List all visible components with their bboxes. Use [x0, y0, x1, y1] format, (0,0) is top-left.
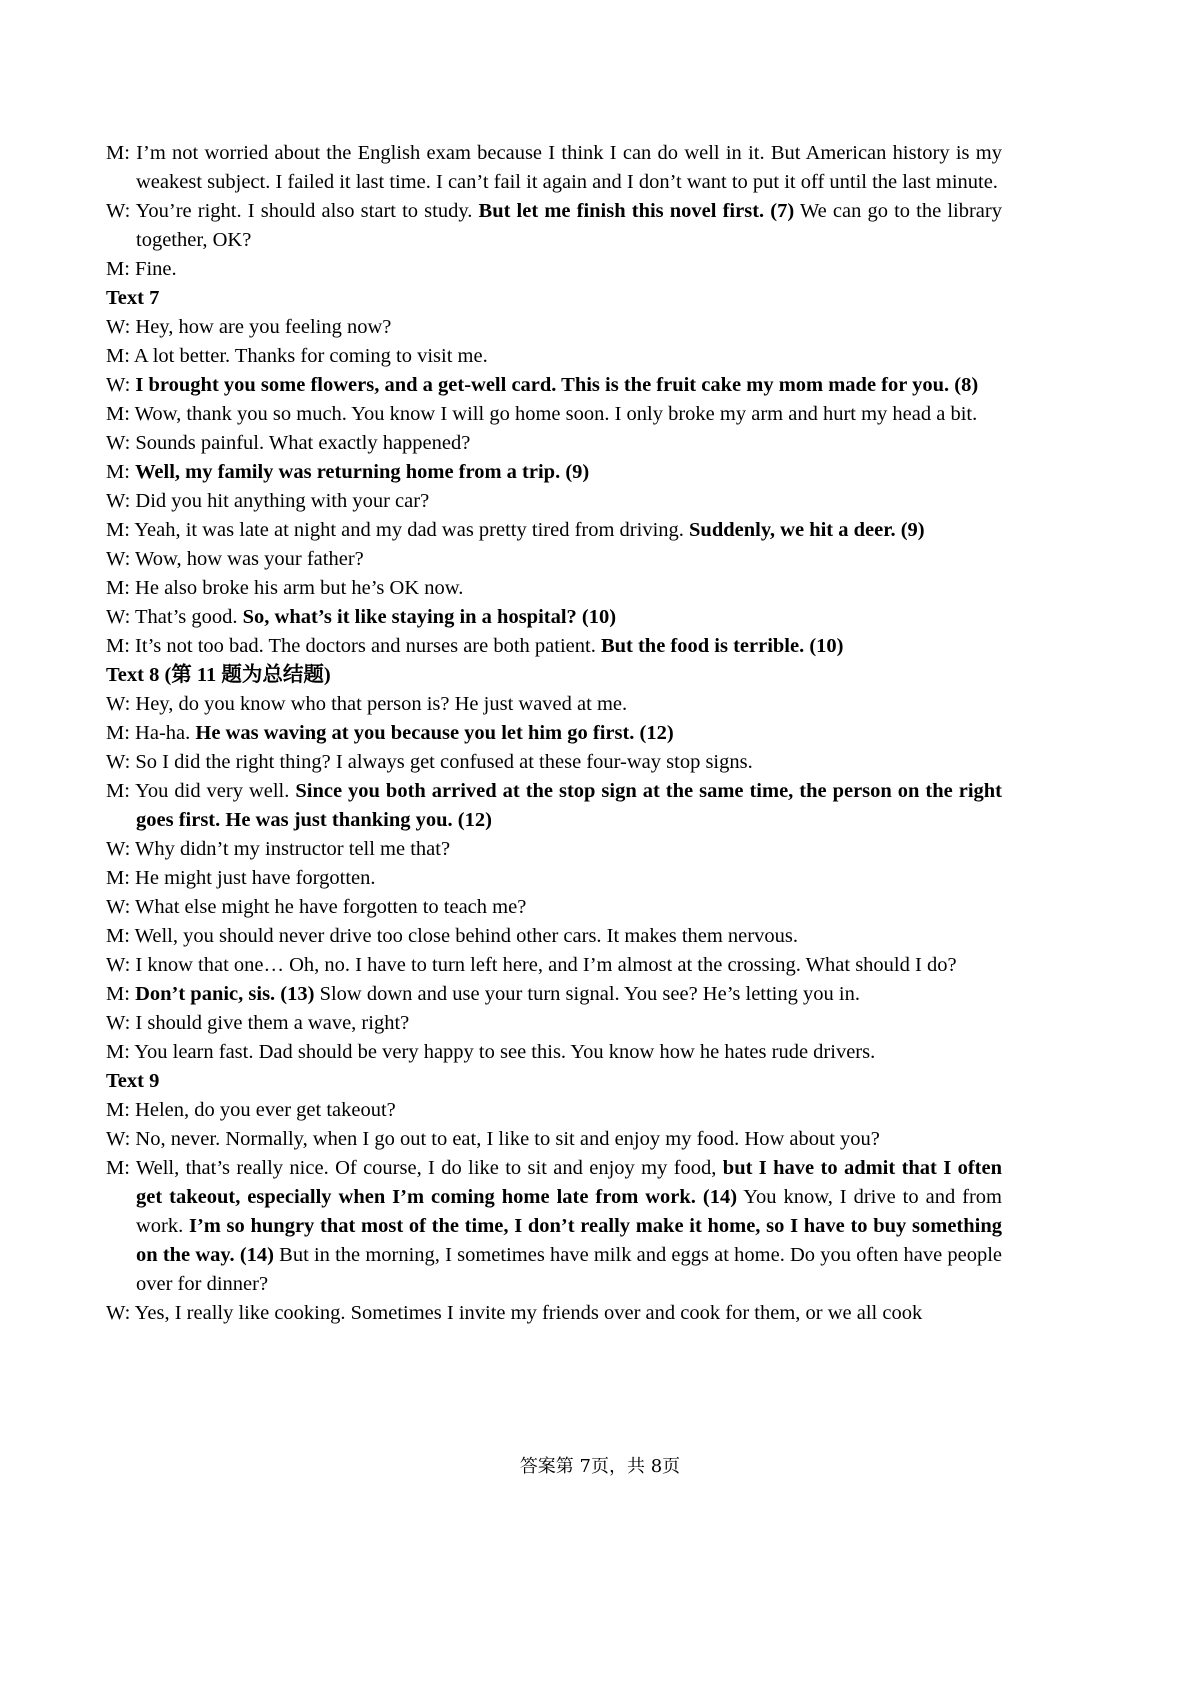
answer-key-text: So, what’s it like staying in a hospital? (10) [242, 606, 617, 628]
dialogue-text: M: I’m not worried about the English exam because I think I can do well in it. But American history is my weakest subject. I failed it last time. I can’t fail it again and I don’t want to put it off until the last minute. [106, 142, 1002, 193]
dialogue-line [106, 545, 1002, 574]
dialogue-text: W: No, never. Normally, when I go out to eat, I like to sit and enjoy my food. How about you? [106, 1128, 880, 1150]
document-body [106, 139, 1002, 1328]
dialogue-text: W: Did you hit anything with your car? [106, 490, 430, 512]
section-heading: Text 7 [106, 287, 160, 309]
dialogue-line [106, 922, 1002, 951]
dialogue-text: W: Yes, I really like cooking. Sometimes I invite my friends over and cook for them, or we all cook [106, 1302, 923, 1324]
dialogue-line [106, 255, 1002, 284]
dialogue-line [106, 719, 1002, 748]
dialogue-text: W: Hey, how are you feeling now? [106, 316, 392, 338]
dialogue-line [106, 951, 1002, 980]
dialogue-line [106, 1299, 1002, 1328]
dialogue-line [106, 197, 1002, 255]
dialogue-line [106, 516, 1002, 545]
dialogue-line [106, 574, 1002, 603]
dialogue-line [106, 139, 1002, 197]
dialogue-text: M: Yeah, it was late at night and my dad was pretty tired from driving. [106, 519, 690, 541]
dialogue-text: W: I should give them a wave, right? [106, 1012, 410, 1034]
dialogue-line [106, 1154, 1002, 1299]
dialogue-text: W: I know that one… Oh, no. I have to turn left here, and I’m almost at the crossing. What should I do? [106, 954, 957, 976]
answer-key-text: Since you both arrived at the stop sign at the same time, the person on the right goes first. He was just thanking you. (12) [136, 780, 1002, 831]
dialogue-line [106, 748, 1002, 777]
section-heading: Text 8 (第 11 题为总结题) [106, 664, 331, 686]
dialogue-line [106, 429, 1002, 458]
answer-key-text: I’m so hungry that most of the time, I don’t really make it home, so I have to buy something on the way. (14) [136, 1215, 1002, 1266]
dialogue-text: But in the morning, I sometimes have milk and eggs at home. Do you often have people over for dinner? [136, 1244, 1002, 1295]
dialogue-text: M: Helen, do you ever get takeout? [106, 1099, 396, 1121]
dialogue-line [106, 1038, 1002, 1067]
dialogue-text: W: Hey, do you know who that person is? He just waved at me. [106, 693, 628, 715]
dialogue-text: M: You learn fast. Dad should be very happy to see this. You know how he hates rude drivers. [106, 1041, 876, 1063]
section-heading: Text 9 [106, 1070, 160, 1092]
dialogue-text: Slow down and use your turn signal. You see? He’s letting you in. [314, 983, 860, 1005]
dialogue-text: You know, I drive to and from work. [136, 1186, 1003, 1237]
dialogue-line [106, 371, 1002, 400]
answer-key-text: but I have to admit that I often get takeout, especially when I’m coming home late from work. (14) [136, 1157, 1002, 1208]
dialogue-text: M: [106, 461, 136, 483]
dialogue-text: W: So I did the right thing? I always get confused at these four-way stop signs. [106, 751, 753, 773]
dialogue-text: W: You’re right. I should also start to study. [106, 200, 479, 222]
dialogue-line [106, 835, 1002, 864]
dialogue-text: M: He might just have forgotten. [106, 867, 376, 889]
dialogue-text: W: Why didn’t my instructor tell me that? [106, 838, 451, 860]
dialogue-line [106, 342, 1002, 371]
dialogue-line [106, 603, 1002, 632]
answer-key-text: Well, my family was returning home from a trip. (9) [135, 461, 590, 483]
dialogue-line [106, 777, 1002, 835]
dialogue-text: W: Wow, how was your father? [106, 548, 364, 570]
answer-key-text: But the food is terrible. (10) [600, 635, 844, 657]
dialogue-text: M: Wow, thank you so much. You know I will go home soon. I only broke my arm and hurt my head a bit. [106, 403, 978, 425]
dialogue-text: M: [106, 983, 136, 1005]
dialogue-line [106, 313, 1002, 342]
dialogue-text: M: A lot better. Thanks for coming to visit me. [106, 345, 488, 367]
dialogue-line [106, 893, 1002, 922]
dialogue-text: M: Fine. [106, 258, 177, 280]
dialogue-text: W: Sounds painful. What exactly happened? [106, 432, 471, 454]
dialogue-line [106, 1096, 1002, 1125]
dialogue-line [106, 400, 1002, 429]
dialogue-text: M: Ha-ha. [106, 722, 196, 744]
dialogue-line [106, 1125, 1002, 1154]
dialogue-text: M: Well, that’s really nice. Of course, I do like to sit and enjoy my food, [106, 1157, 723, 1179]
dialogue-line [106, 1009, 1002, 1038]
dialogue-line [106, 864, 1002, 893]
answer-key-text: I brought you some flowers, and a get-well card. This is the fruit cake my mom made for you. (8) [135, 374, 979, 396]
dialogue-text: M: It’s not too bad. The doctors and nurses are both patient. [106, 635, 601, 657]
dialogue-text: M: Well, you should never drive too close behind other cars. It makes them nervous. [106, 925, 798, 947]
answer-key-text: He was waving at you because you let him go first. (12) [195, 722, 674, 744]
dialogue-text: M: You did very well. [106, 780, 296, 802]
dialogue-text: W: What else might he have forgotten to teach me? [106, 896, 527, 918]
answer-key-text: But let me finish this novel first. (7) [478, 200, 795, 222]
dialogue-text: M: He also broke his arm but he’s OK now. [106, 577, 464, 599]
dialogue-line [106, 487, 1002, 516]
dialogue-text: We can go to the library together, OK? [136, 200, 1002, 251]
answer-key-text: Don’t panic, sis. (13) [135, 983, 315, 1005]
dialogue-line [106, 980, 1002, 1009]
dialogue-line [106, 690, 1002, 719]
dialogue-text: W: That’s good. [106, 606, 243, 628]
dialogue-line [106, 458, 1002, 487]
dialogue-text: W: [106, 374, 136, 396]
page-footer: 答案第 7页，共 8页 [519, 1456, 681, 1477]
answer-key-text: Suddenly, we hit a deer. (9) [689, 519, 925, 541]
dialogue-line [106, 632, 1002, 661]
